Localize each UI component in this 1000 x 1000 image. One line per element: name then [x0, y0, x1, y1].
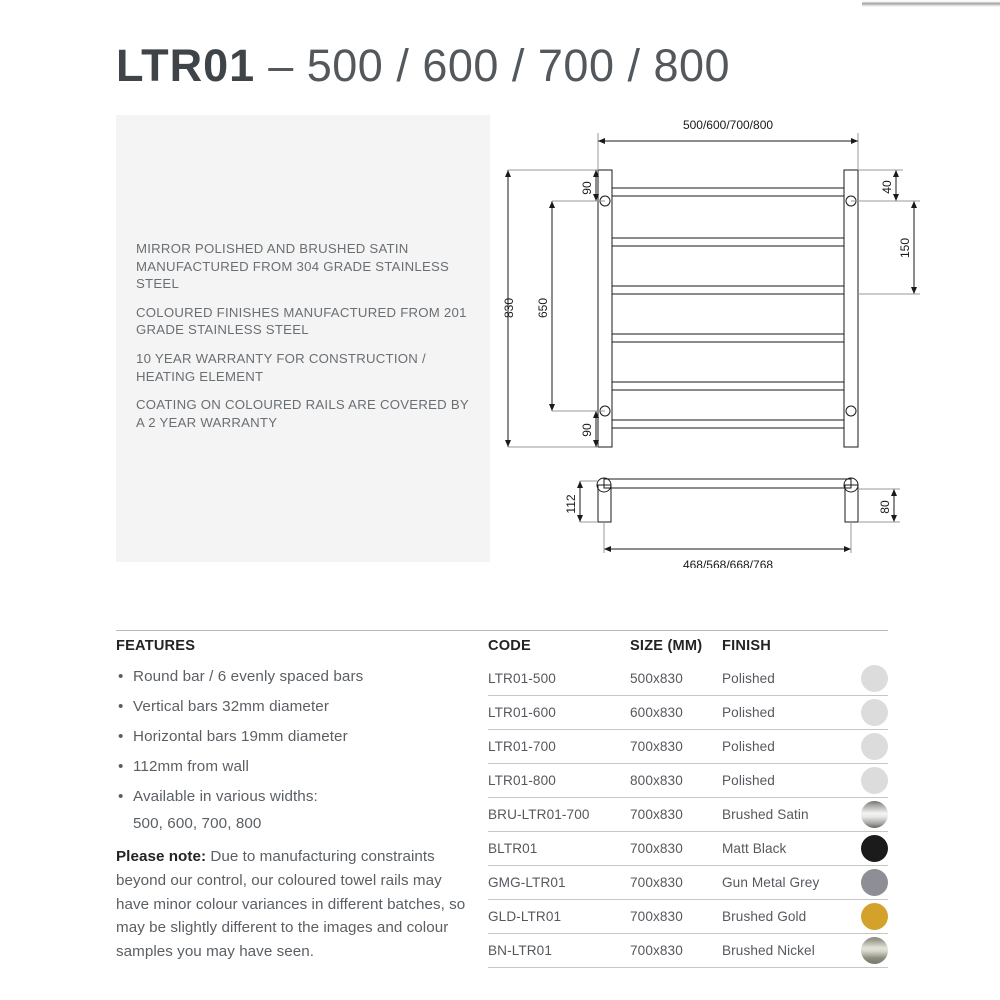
row-size: 800x830: [630, 773, 683, 788]
table-row[interactable]: [488, 798, 888, 832]
row-code: LTR01-800: [488, 773, 556, 788]
please-note-body: Due to manufacturing constraints beyond our control, our coloured towel rails may have minor colour variances in different batches, so may be slightly different to the images and colour samples you may have seen.: [116, 848, 466, 961]
row-code: LTR01-500: [488, 671, 556, 686]
product-model: LTR01: [116, 40, 256, 91]
header-finish: FINISH: [722, 638, 772, 654]
dim-top-offset: 90: [580, 181, 594, 195]
finish-swatch: [861, 733, 888, 760]
feature-text: Vertical bars 32mm diameter: [133, 698, 329, 715]
table-header-row: [116, 631, 888, 662]
row-finish: Matt Black: [722, 841, 787, 856]
list-item: [116, 692, 476, 722]
finish-swatch: [861, 869, 888, 896]
table-row[interactable]: [488, 900, 888, 934]
technical-drawing: [495, 108, 955, 568]
row-code: GMG-LTR01: [488, 875, 566, 890]
dim-bracket-spacing: 150: [898, 237, 912, 259]
row-finish: Polished: [722, 671, 775, 686]
row-size: 700x830: [630, 739, 683, 754]
row-finish: Brushed Gold: [722, 909, 807, 924]
list-item: [116, 752, 476, 782]
row-size: 700x830: [630, 875, 683, 890]
table-row[interactable]: [488, 730, 888, 764]
material-note: 10 YEAR WARRANTY FOR CONSTRUCTION / HEATING ELEMENT: [136, 350, 426, 384]
row-finish: Polished: [722, 739, 775, 754]
table-row[interactable]: [488, 764, 888, 798]
finish-swatch: [861, 903, 888, 930]
header-code: CODE: [488, 638, 531, 654]
bullet-icon: •: [118, 668, 124, 685]
header-size: SIZE (MM): [630, 638, 703, 654]
table-row[interactable]: [488, 696, 888, 730]
row-size: 700x830: [630, 943, 683, 958]
row-finish: Gun Metal Grey: [722, 875, 820, 890]
table-row[interactable]: [488, 832, 888, 866]
specification-table: [116, 630, 888, 961]
row-code: BLTR01: [488, 841, 538, 856]
dim-element-height: 650: [536, 297, 550, 319]
product-rows: [488, 662, 888, 968]
page-title: [116, 40, 730, 92]
list-item: [116, 782, 476, 835]
table-row[interactable]: [488, 934, 888, 968]
list-item: [116, 662, 476, 692]
row-code: GLD-LTR01: [488, 909, 562, 924]
finish-swatch: [861, 665, 888, 692]
row-code: LTR01-700: [488, 739, 556, 754]
finish-swatch: [861, 767, 888, 794]
dim-overall-height: 830: [502, 297, 516, 319]
dim-bracket-offset: 40: [880, 180, 894, 194]
table-row[interactable]: [488, 662, 888, 696]
feature-text: 112mm from wall: [133, 758, 249, 775]
list-item: [116, 722, 476, 752]
features-list: [116, 662, 476, 835]
finish-swatch: [861, 835, 888, 862]
finish-swatch: [861, 937, 888, 964]
row-code: LTR01-600: [488, 705, 556, 720]
table-row[interactable]: [488, 866, 888, 900]
bullet-icon: •: [118, 728, 124, 745]
material-note: MIRROR POLISHED AND BRUSHED SATIN MANUFACTURED FROM 304 GRADE STAINLESS STEEL: [136, 241, 450, 292]
row-size: 500x830: [630, 671, 683, 686]
dim-bar-length: 468/568/668/768: [682, 558, 774, 568]
feature-text: Available in various widths:: [133, 788, 318, 805]
material-note: COATING ON COLOURED RAILS ARE COVERED BY A 2 YEAR WARRANTY: [136, 397, 469, 430]
material-notes: [136, 240, 472, 442]
dim-depth: 112: [564, 494, 578, 514]
row-size: 700x830: [630, 909, 683, 924]
finish-swatch: [861, 801, 888, 828]
row-code: BN-LTR01: [488, 943, 553, 958]
features-column: [116, 662, 476, 964]
dim-bracket-depth: 80: [878, 500, 892, 514]
row-size: 700x830: [630, 841, 683, 856]
bullet-icon: •: [118, 788, 124, 805]
bullet-icon: •: [118, 698, 124, 715]
product-sizes: – 500 / 600 / 700 / 800: [268, 40, 731, 91]
material-note: COLOURED FINISHES MANUFACTURED FROM 201 GRADE STAINLESS STEEL: [136, 304, 467, 338]
finish-swatch: [861, 699, 888, 726]
page-crop-artifact: [862, 0, 1000, 7]
please-note-label: Please note:: [116, 848, 207, 865]
please-note: [116, 845, 476, 964]
header-features: FEATURES: [116, 638, 196, 654]
feature-text: Round bar / 6 evenly spaced bars: [133, 668, 364, 685]
row-finish: Polished: [722, 705, 775, 720]
row-finish: Polished: [722, 773, 775, 788]
feature-text: Horizontal bars 19mm diameter: [133, 728, 348, 745]
dim-bottom-offset: 90: [580, 423, 594, 437]
row-size: 600x830: [630, 705, 683, 720]
row-finish: Brushed Satin: [722, 807, 809, 822]
feature-subtext: 500, 600, 700, 800: [133, 815, 262, 832]
row-size: 700x830: [630, 807, 683, 822]
bullet-icon: •: [118, 758, 124, 775]
row-finish: Brushed Nickel: [722, 943, 815, 958]
dim-width-label: 500/600/700/800: [682, 118, 774, 132]
row-code: BRU-LTR01-700: [488, 807, 590, 822]
product-image-panel: [116, 115, 490, 562]
